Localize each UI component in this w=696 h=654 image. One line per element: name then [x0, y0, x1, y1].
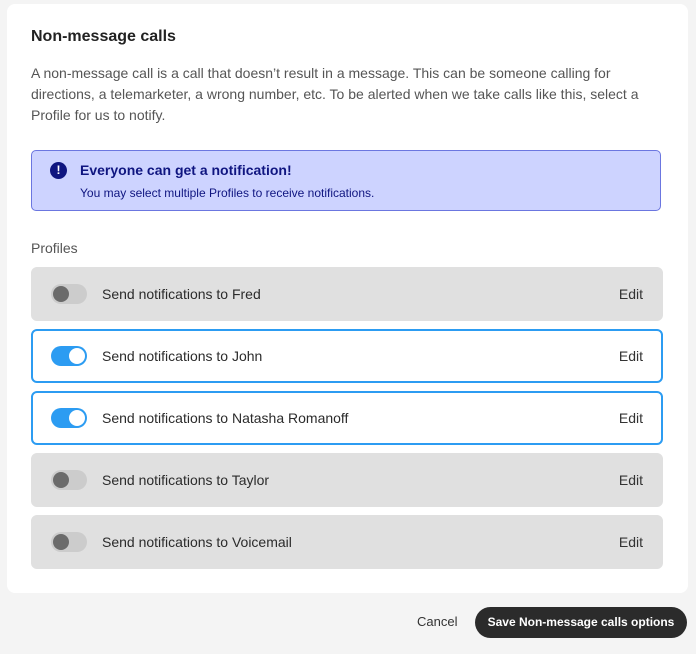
toggle-knob [53, 472, 69, 488]
alert-title: Everyone can get a notification! [80, 162, 292, 178]
profile-row-voicemail [31, 515, 663, 569]
edit-link[interactable]: Edit [618, 410, 643, 426]
profile-row-john [31, 329, 663, 383]
toggle-knob [53, 534, 69, 550]
notification-toggle[interactable] [51, 284, 87, 304]
alert-text: You may select multiple Profiles to receive notifications. [80, 186, 375, 200]
edit-link[interactable]: Edit [618, 286, 643, 302]
notification-toggle[interactable] [51, 532, 87, 552]
profile-row-taylor [31, 453, 663, 507]
edit-link[interactable]: Edit [618, 348, 643, 364]
exclamation-circle-icon: ! [50, 162, 67, 179]
section-description: A non-message call is a call that doesn’t result in a message. This can be someone calling for directions, a telemarketer, a wrong number, etc. To be alerted when we take calls like this, select a Profile for us to notify. [31, 65, 639, 123]
toggle-knob [69, 410, 85, 426]
edit-link[interactable]: Edit [618, 534, 643, 550]
toggle-knob [53, 286, 69, 302]
profile-label: Send notifications to Voicemail [102, 534, 292, 550]
profile-label: Send notifications to John [102, 348, 263, 364]
notification-toggle[interactable] [51, 346, 87, 366]
profiles-label: Profiles [31, 240, 78, 256]
profile-row-fred [31, 267, 663, 321]
save-button[interactable]: Save Non-message calls options [475, 607, 687, 638]
notification-toggle[interactable] [51, 408, 87, 428]
edit-link[interactable]: Edit [618, 472, 643, 488]
notification-toggle[interactable] [51, 470, 87, 490]
profile-row-natasha-romanoff [31, 391, 663, 445]
toggle-knob [69, 348, 85, 364]
profile-label: Send notifications to Fred [102, 286, 261, 302]
settings-card [7, 4, 688, 593]
info-alert [31, 150, 661, 211]
section-title: Non-message calls [31, 28, 176, 45]
cancel-button[interactable]: Cancel [417, 614, 458, 629]
profile-label: Send notifications to Natasha Romanoff [102, 410, 349, 426]
profile-label: Send notifications to Taylor [102, 472, 270, 488]
